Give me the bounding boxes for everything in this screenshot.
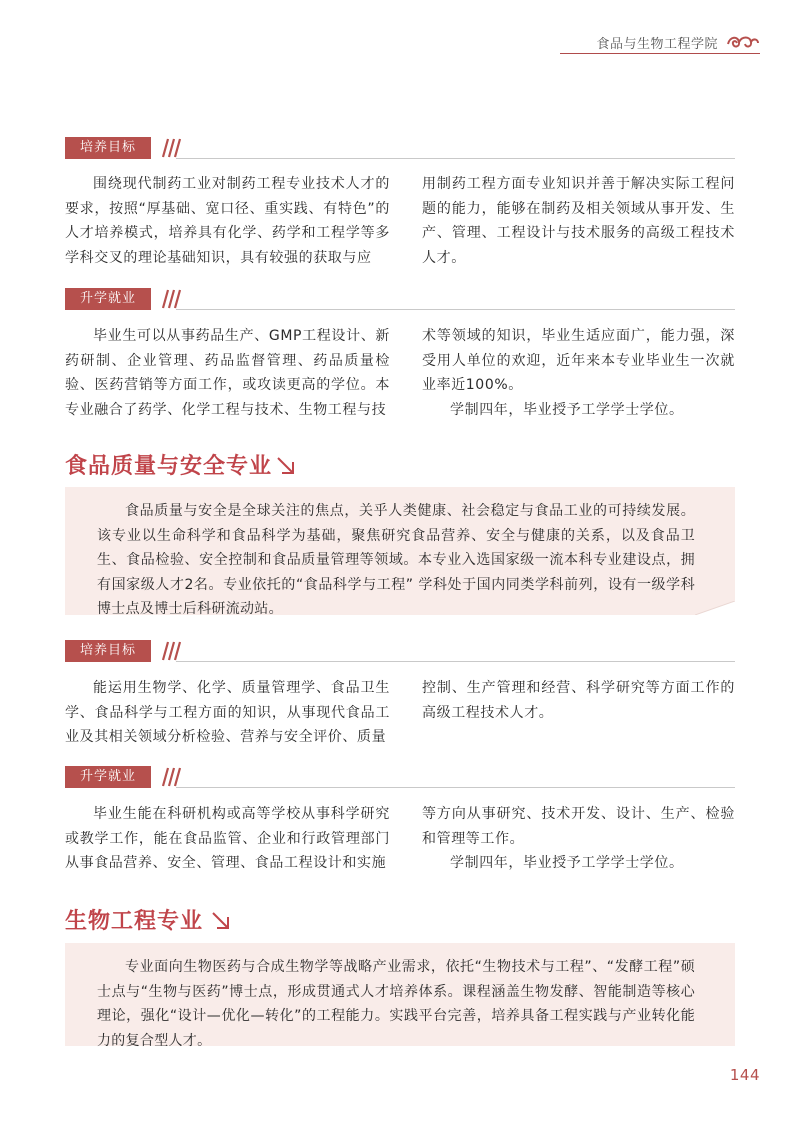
paragraph: 控制、生产管理和经营、科学研究等方面工作的高级工程技术人才。 bbox=[422, 680, 735, 721]
tab-label: 培养目标 bbox=[65, 640, 151, 662]
diagonal-slashes-icon bbox=[157, 137, 183, 159]
paragraph: 围绕现代制药工业对制药工程专业技术人才的要求，按照“厚基础、宽口径、重实践、有特色”的人才培养模式，培养具有化学、药学和工程学等多学科交叉的理论基础知识，具有较强的获取与应 bbox=[65, 176, 390, 266]
pharma-career-right bbox=[422, 324, 735, 422]
pharma-career-left bbox=[65, 324, 390, 422]
food-goal-left bbox=[65, 676, 390, 750]
pharma-goal-left bbox=[65, 172, 390, 270]
header-rule bbox=[560, 53, 760, 54]
diagonal-slashes-icon bbox=[157, 640, 183, 662]
diagonal-slashes-icon bbox=[157, 766, 183, 788]
paragraph: 等方向从事研究、技术开发、设计、生产、检验和管理等工作。 bbox=[422, 806, 735, 847]
header-title: 食品与生物工程学院 bbox=[596, 37, 718, 52]
diagonal-slashes-icon bbox=[157, 288, 183, 310]
intro-paragraph: 食品质量与安全是全球关注的焦点，关乎人类健康、社会稳定与食品工业的可持续发展。该专业以生命科学和食品科学为基础，聚焦研究食品营养、安全与健康的关系，以及食品卫生、食品检验、安全控制和食品质量管理等领域。本专业入选国家级一流本科专业建设点，拥有国家级人才2名。专业依托的“食品科学与工程” 学科处于国内同类学科前列，设有一级学科博士点及博士后科研流动站。 bbox=[97, 503, 695, 617]
page-fold-decoration bbox=[695, 601, 735, 615]
paragraph: 毕业生可以从事药品生产、GMP工程设计、新药研制、企业管理、药品监督管理、药品质量检验、医药营销等方面工作，或攻读更高的学位。本专业融合了药学、化学工程与技术、生物工程与技 bbox=[65, 328, 390, 418]
section-divider bbox=[176, 787, 735, 788]
tab-label: 升学就业 bbox=[65, 766, 151, 788]
food-goal-right bbox=[422, 676, 735, 725]
bio-intro-box bbox=[65, 943, 735, 1049]
section-divider bbox=[176, 158, 735, 159]
arrow-down-right-icon bbox=[275, 455, 297, 477]
section-divider bbox=[176, 309, 735, 310]
tab-label: 升学就业 bbox=[65, 288, 151, 310]
school-logo-icon bbox=[726, 32, 760, 52]
page-number: 144 bbox=[729, 1066, 760, 1084]
paragraph: 术等领域的知识，毕业生适应面广，能力强，深受用人单位的欢迎，近年来本专业毕业生一次就业率近100%。 bbox=[422, 328, 735, 393]
degree-note: 学制四年，毕业授予工学学士学位。 bbox=[450, 855, 684, 871]
bio-section-title: 生物工程专业 bbox=[65, 909, 204, 934]
paragraph: 用制药工程方面专业知识并善于解决实际工程问题的能力，能够在制药及相关领域从事开发、生产、管理、工程设计与技术服务的高级工程技术人才。 bbox=[422, 176, 735, 266]
section-divider bbox=[176, 661, 735, 662]
paragraph: 能运用生物学、化学、质量管理学、食品卫生学、食品科学与工程方面的知识，从事现代食品工业及其相关领域分析检验、营养与安全评价、质量 bbox=[65, 680, 390, 745]
food-section-title: 食品质量与安全专业 bbox=[65, 454, 273, 479]
intro-paragraph: 专业面向生物医药与合成生物学等战略产业需求，依托“生物技术与工程”、“发酵工程”硕士点与“生物与医药”博士点，形成贯通式人才培养体系。课程涵盖生物发酵、智能制造等核心理论，强化“设计—优化—转化”的工程能力。实践平台完善，培养具备工程实践与产业转化能力的复合型人才。 bbox=[97, 959, 695, 1049]
paragraph: 毕业生能在科研机构或高等学校从事科学研究或教学工作，能在食品监管、企业和行政管理部门从事食品营养、安全、管理、食品工程设计和实施 bbox=[65, 806, 390, 871]
pharma-goal-right bbox=[422, 172, 735, 270]
food-career-left bbox=[65, 802, 390, 876]
arrow-down-right-icon bbox=[210, 910, 232, 932]
food-intro-box bbox=[65, 487, 735, 615]
degree-note: 学制四年，毕业授予工学学士学位。 bbox=[450, 401, 684, 418]
page-header bbox=[560, 30, 760, 60]
food-career-right bbox=[422, 802, 735, 876]
tab-label: 培养目标 bbox=[65, 137, 151, 159]
